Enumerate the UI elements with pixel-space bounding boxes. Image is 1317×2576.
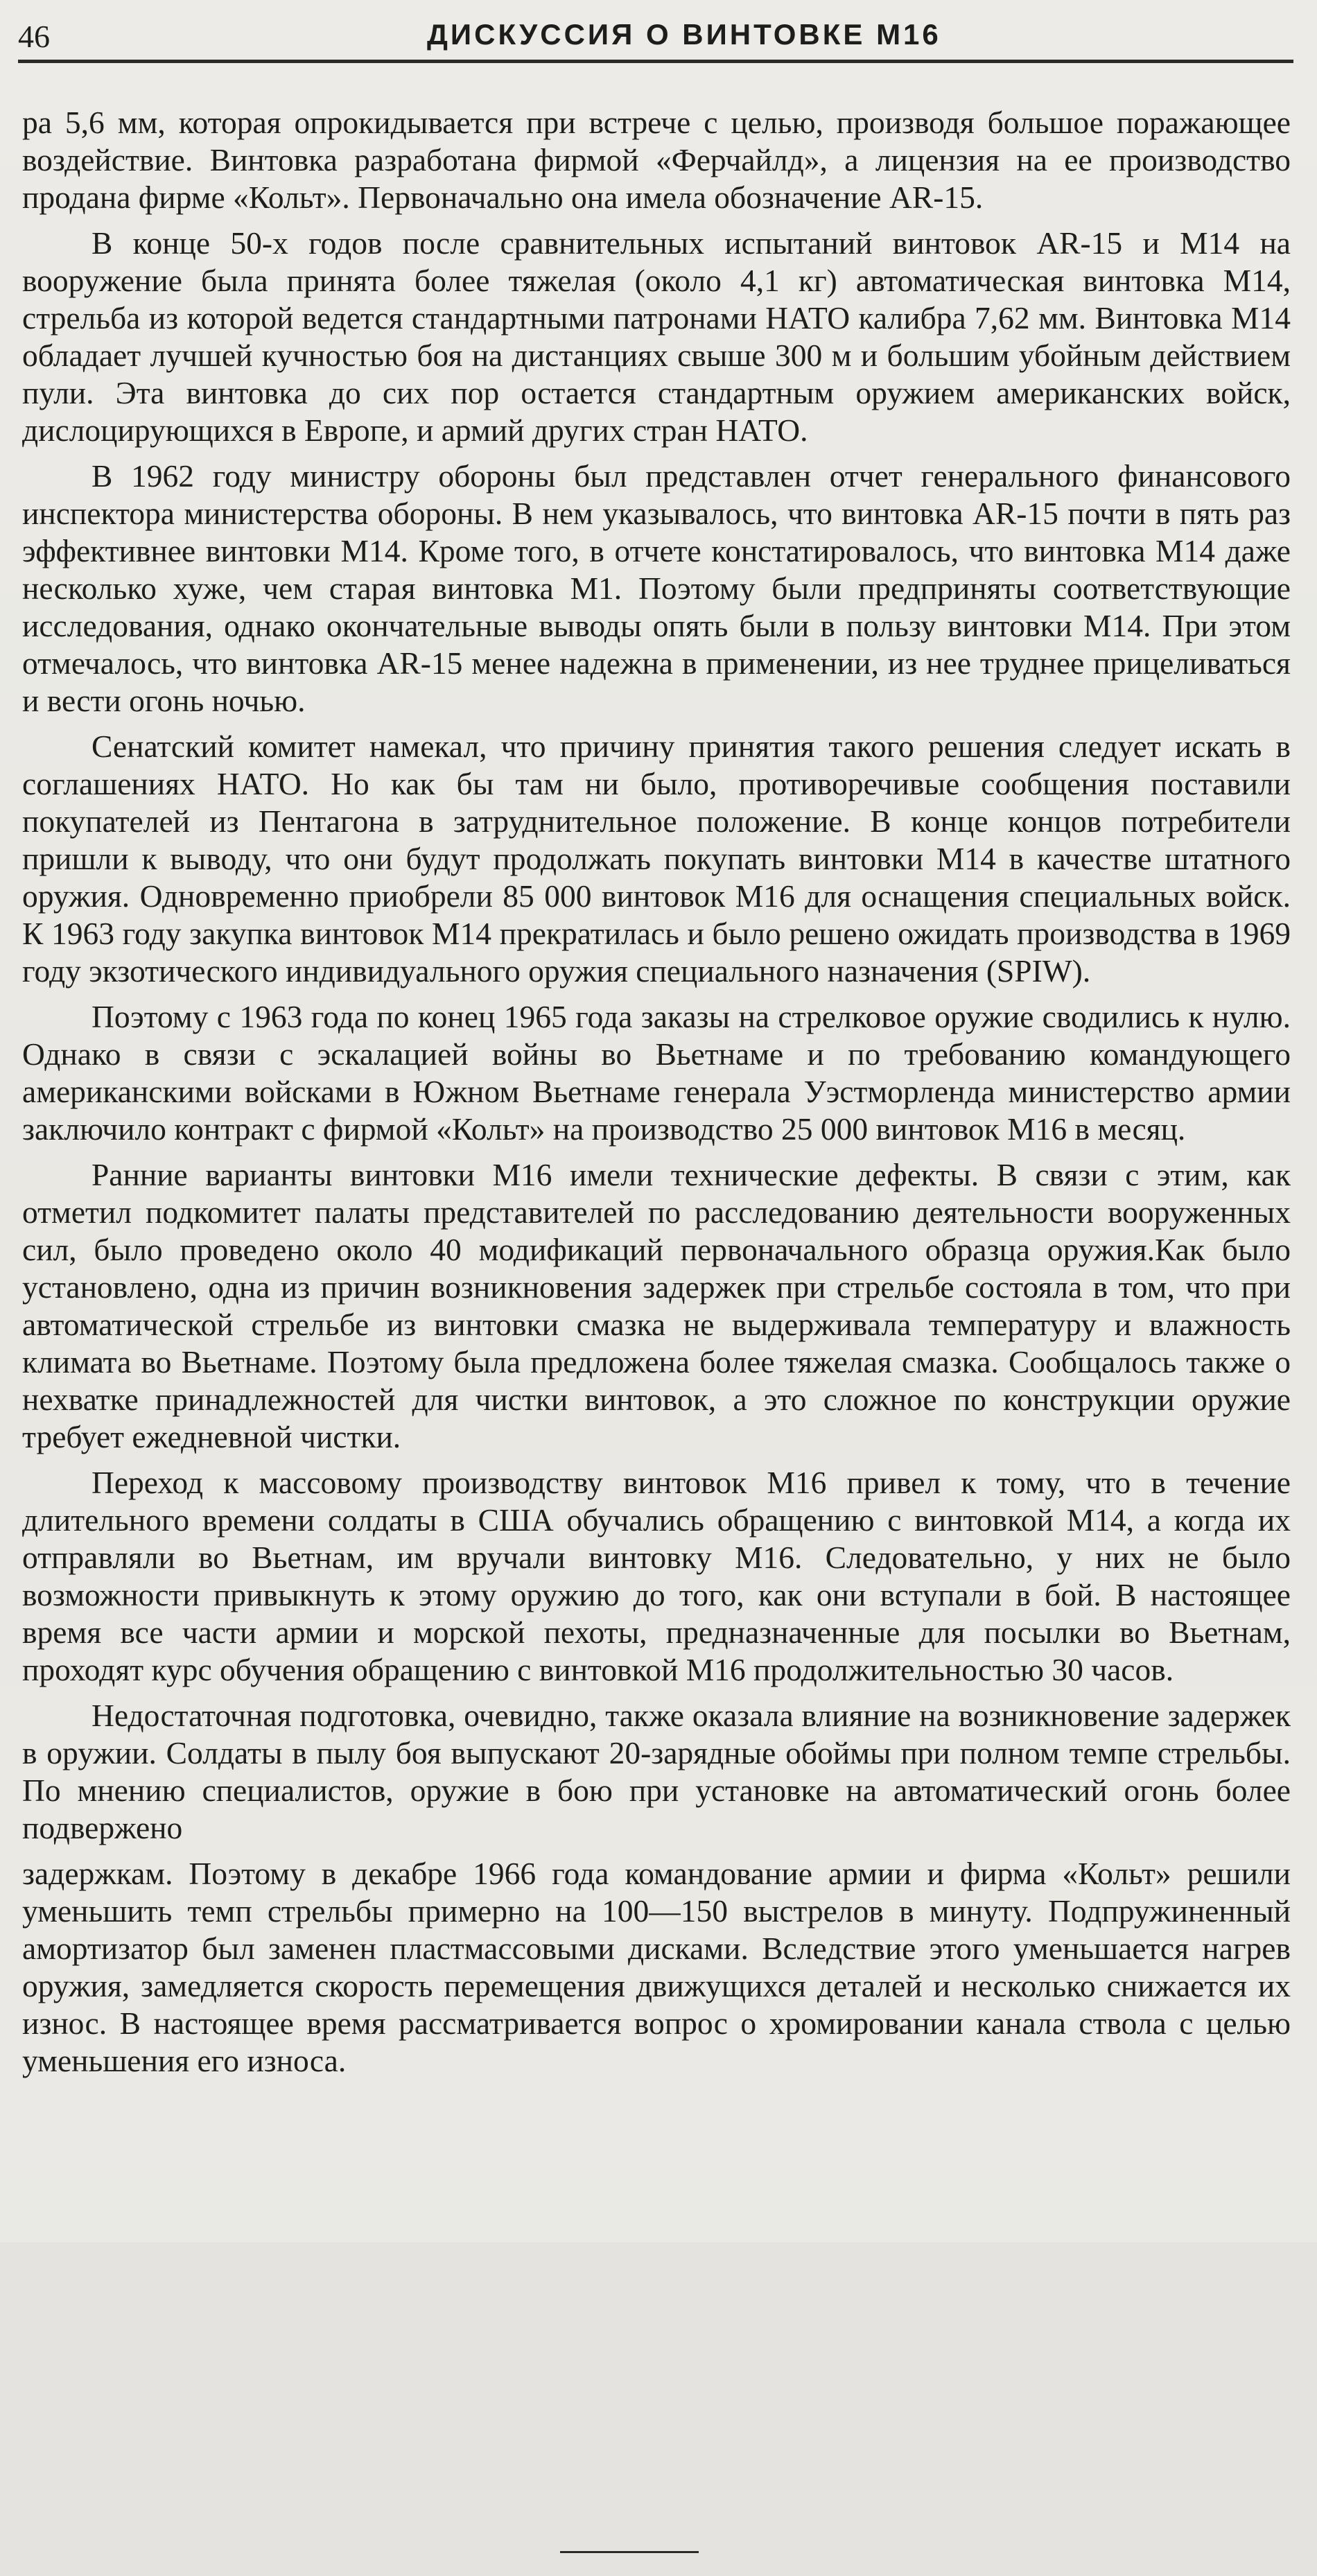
paragraph: ра 5,6 мм, которая опрокидывается при встрече с целью, производя большое поражающее воздействие. Винтовка разработана фирмой «Ферчайлд», а лицензия на ее производство продана фирме «Кольт». Первоначально она имела обозначение AR-15. bbox=[22, 105, 1291, 215]
paragraph: Недостаточная подготовка, очевидно, также оказала влияние на возникновение задержек в оружии. Солдаты в пылу боя выпускают 20-зарядные обоймы при полном темпе стрельбы. По мнению специалистов, оружие в бою при установке на автоматический огонь более подвержено bbox=[22, 1698, 1291, 1845]
paragraph: В конце 50-х годов после сравнительных испытаний винтовок AR-15 и М14 на вооружение была принята более тяжелая (около 4,1 кг) автоматическая винтовка М14, стрельба из которой ведется стандартными патронами НАТО калибра 7,62 мм. Винтовка М14 обладает лучшей кучностью боя на дистанциях свыше 300 м и большим убойным действием пули. Эта винтовка до сих пор остается стандартным оружием американских войск, дислоцирующихся в Европе, и армий других стран НАТО. bbox=[22, 225, 1291, 448]
paragraph: Сенатский комитет намекал, что причину принятия такого решения следует искать в соглашениях НАТО. Но как бы там ни было, противоречивые сообщения поставили покупателей из Пентагона в затруднительное положение. В конце концов потребители пришли к выводу, что они будут продолжать покупать винтовки М14 в качестве штатного оружия. Одновременно приобрели 85 000 винтовок М16 для оснащения специальных войск. К 1963 году закупка винтовок М14 прекратилась и было решено ожидать производства в 1969 году экзотического индивидуального оружия специального назначения (SPIW). bbox=[22, 729, 1291, 989]
paragraph: Поэтому с 1963 года по конец 1965 года заказы на стрелковое оружие сводились к нулю. Однако в связи с эскалацией войны во Вьетнаме и по требованию командующего американскими войсками в Южном Вьетнаме генерала Уэстморленда министерство армии заключило контракт с фирмой «Кольт» на производство 25 000 винтовок М16 в месяц. bbox=[22, 999, 1291, 1147]
paragraph: Ранние варианты винтовки М16 имели технические дефекты. В связи с этим, как отметил подкомитет палаты представителей по расследованию деятельности вооруженных сил, было проведено около 40 модификаций первоначального образца оружия.Как было установлено, одна из причин возникновения задержек при стрельбе состояла в том, что при автоматической стрельбе из винтовки смазка не выдерживала температуру и влажность климата во Вьетнаме. Поэтому была предложена более тяжелая смазка. Сообщалось также о нехватке принадлежностей для чистки винтовок, а это сложное по конструкции оружие требует ежедневной чистки. bbox=[22, 1157, 1291, 1454]
lower-page-shading bbox=[0, 2243, 1317, 2576]
page-header bbox=[18, 10, 1293, 63]
body-text bbox=[22, 104, 1291, 2088]
paragraph-continued: задержкам. Поэтому в декабре 1966 года командование армии и фирма «Кольт» решили уменьшить темп стрельбы примерно на 100—150 выстрелов в минуту. Подпружиненный амортизатор был заменен пластмассовыми дисками. Вследствие этого уменьшается нагрев оружия, замедляется скорость перемещения движущихся деталей и несколько снижается их износ. В настоящее время рассматривается вопрос о хромировании канала ствола с целью уменьшения его износа. bbox=[22, 1856, 1291, 2078]
paragraph: В 1962 году министру обороны был представлен отчет генерального финансового инспектора министерства обороны. В нем указывалось, что винтовка AR-15 почти в пять раз эффективнее винтовки М14. Кроме того, в отчете констатировалось, что винтовка М14 даже несколько хуже, чем старая винтовка М1. Поэтому были предприняты соответствующие исследования, однако окончательные выводы опять были в пользу винтовки М14. При этом отмечалось, что винтовка AR-15 менее надежна в применении, из нее труднее прицеливаться и вести огонь ночью. bbox=[22, 458, 1291, 718]
end-rule bbox=[560, 2551, 699, 2553]
running-head: ДИСКУССИЯ О ВИНТОВКЕ М16 bbox=[427, 18, 941, 51]
page-number: 46 bbox=[18, 19, 50, 54]
paragraph: Переход к массовому производству винтовок М16 привел к тому, что в течение длительного времени солдаты в США обучались обращению с винтовкой М14, а когда их отправляли во Вьетнам, им вручали винтовку М16. Следовательно, у них не было возможности привыкнуть к этому оружию до того, как они вступали в бой. В настоящее время все части армии и морской пехоты, предназначенные для посылки во Вьетнам, проходят курс обучения обращению с винтовкой М16 продолжительностью 30 часов. bbox=[22, 1465, 1291, 1687]
